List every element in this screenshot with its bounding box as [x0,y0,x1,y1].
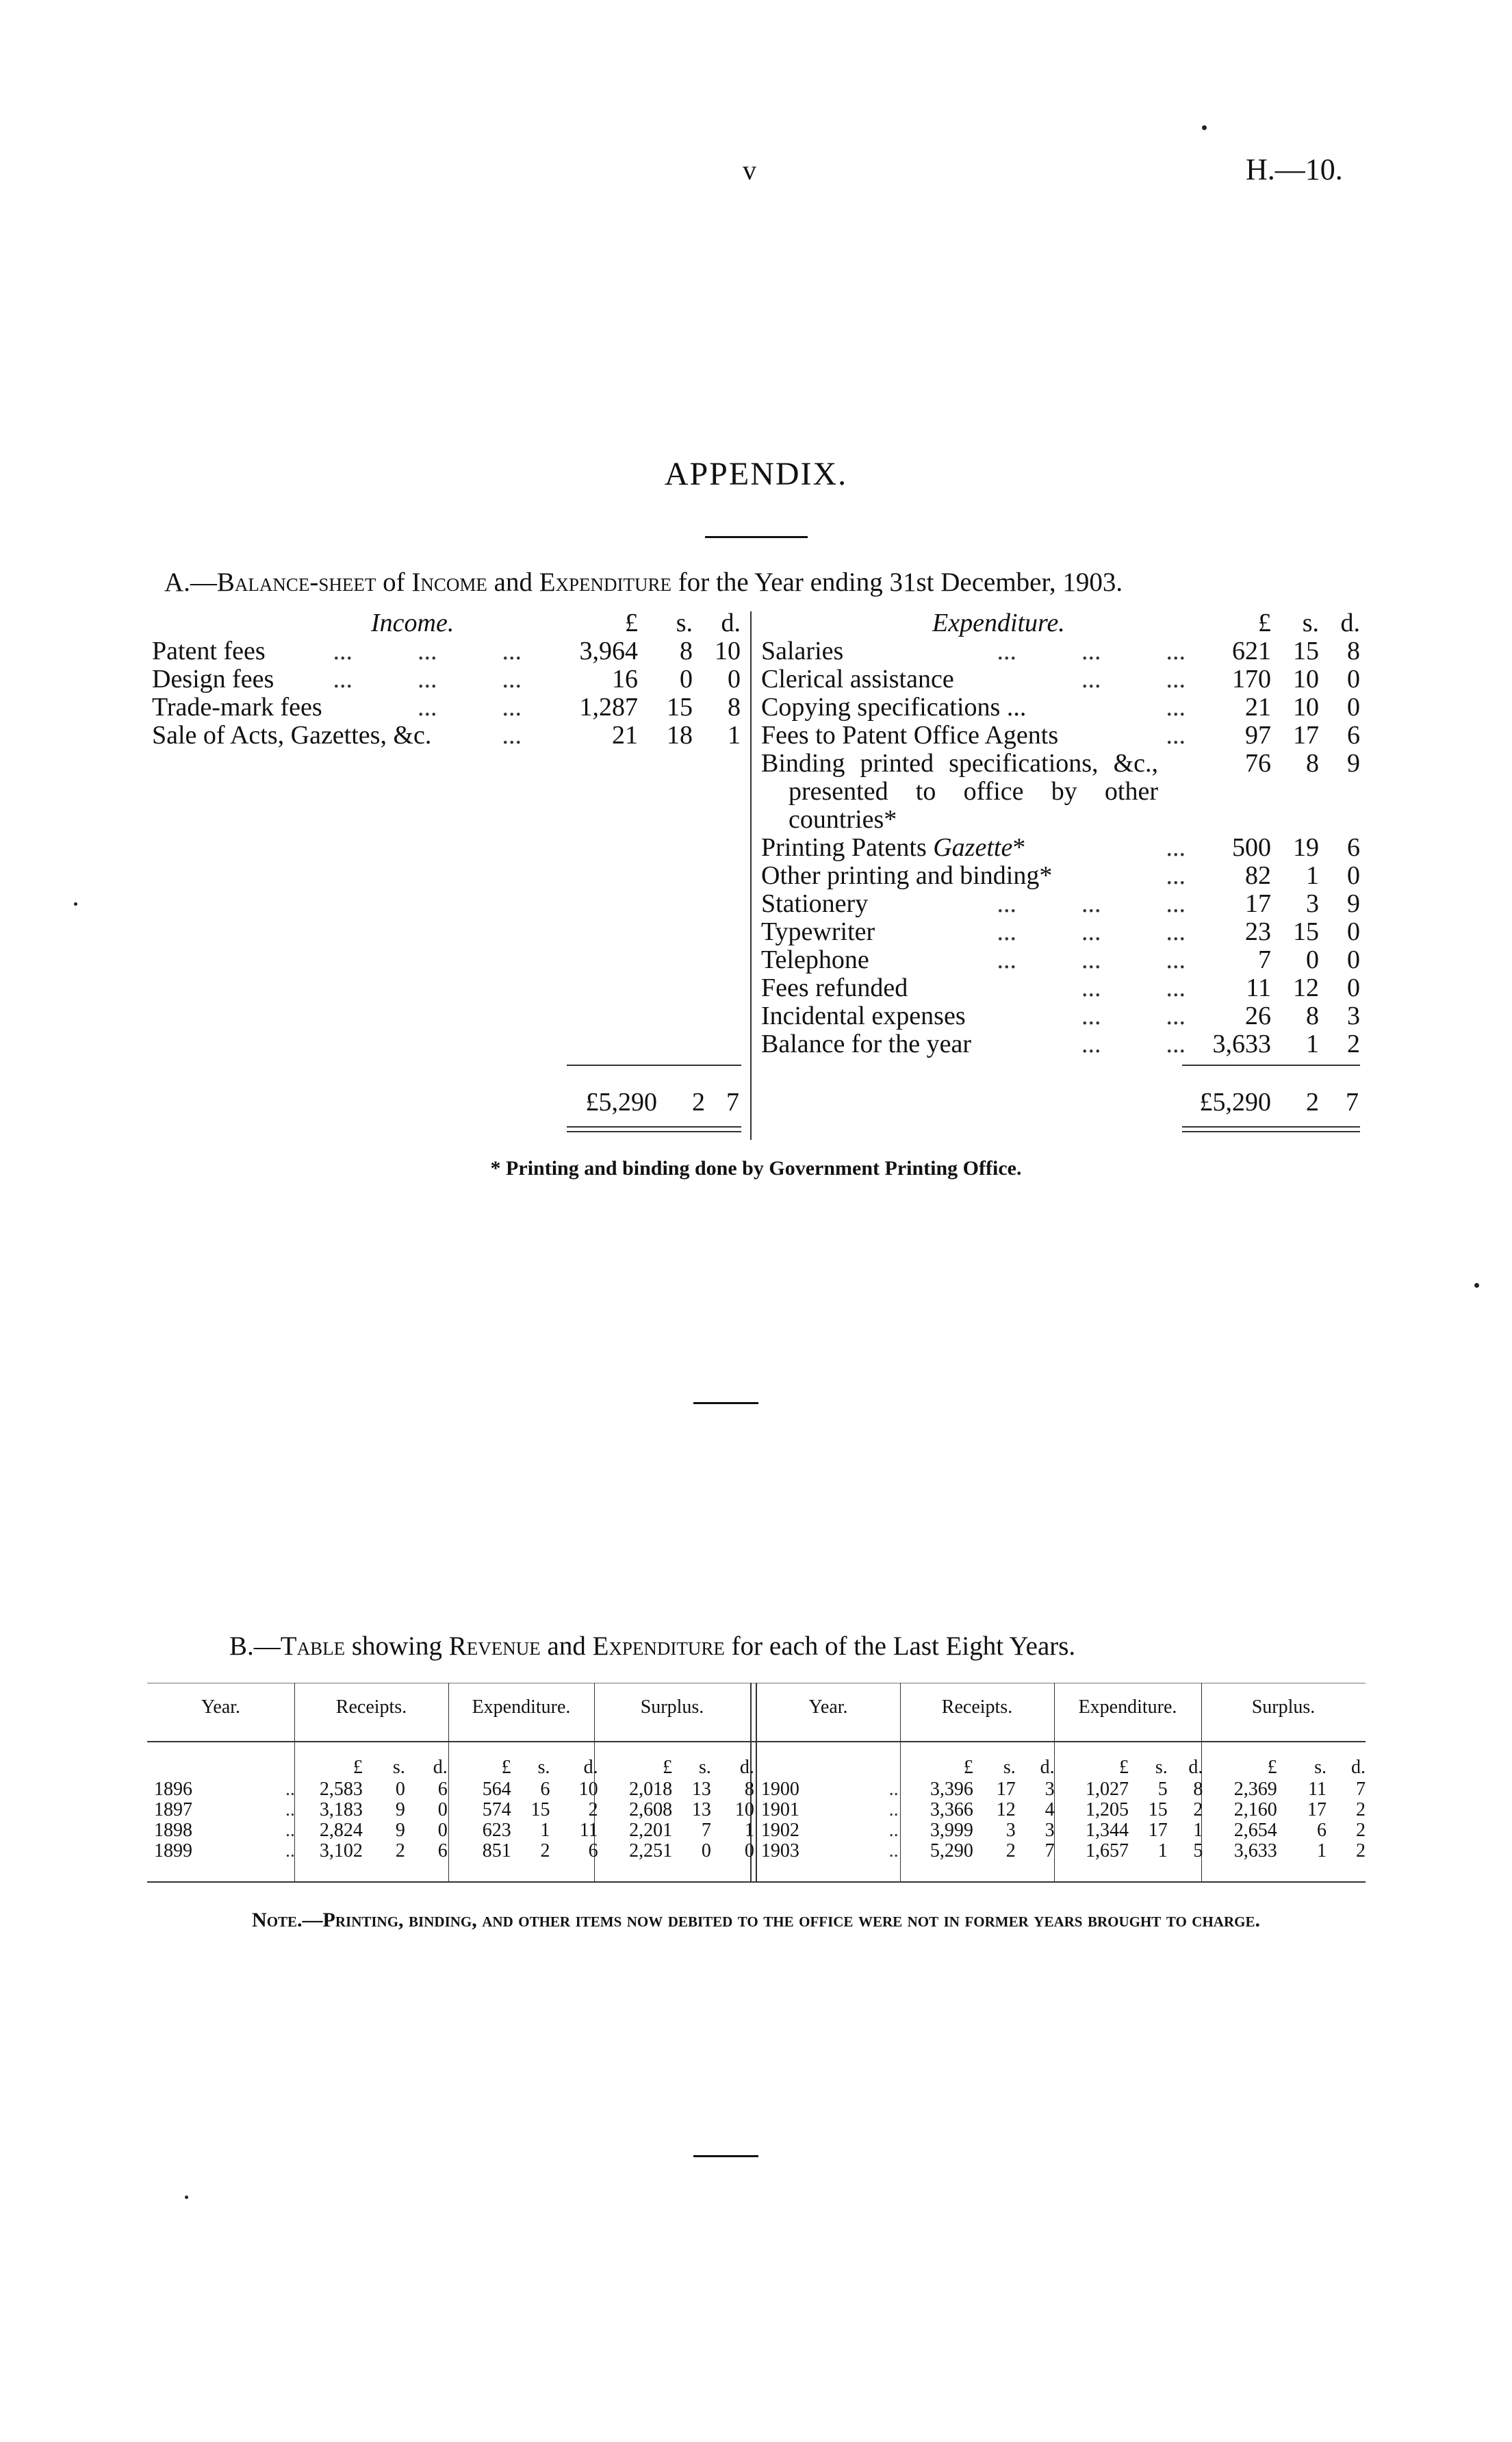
expenditure-pence: 2 [588,1799,598,1820]
expenditure-pence: 2 [1347,1030,1360,1058]
expenditure-label-cell [761,750,1186,834]
leader-dots: .. [285,1840,295,1861]
unit-pence: d. [1351,1757,1366,1778]
expenditure-pounds: 97 [1245,721,1271,750]
income-total-pence: 7 [726,1088,739,1117]
footnote: * Printing and binding done by Government Printing Office. [490,1157,1022,1180]
expenditure-label-cell [761,1030,1186,1058]
leader-dots: ... ... ... [997,945,1186,974]
unit-pounds: £ [963,1757,973,1778]
receipts-shillings: 0 [395,1779,405,1800]
shillings-col-head: s. [676,609,693,637]
income-shillings: 8 [680,637,693,665]
leader-dots: ... ... [1081,1030,1186,1058]
expenditure-pounds: 1,027 [1085,1779,1129,1800]
income-pounds: 1,287 [579,693,638,722]
expenditure-shillings: 12 [1293,974,1319,1002]
unit-pence: d. [739,1757,754,1778]
expenditure-shillings: 10 [1293,693,1319,722]
surplus-shillings: 13 [691,1799,711,1820]
unit-shillings: s. [1314,1757,1327,1778]
income-label-cell [152,665,522,694]
expenditure-label-cell [761,722,1186,750]
income-double-rule-2 [567,1131,741,1132]
expenditure-shillings: 19 [1293,833,1319,862]
expenditure-double-rule-1 [1182,1126,1360,1128]
expenditure-pence: 0 [1347,974,1360,1002]
expenditure-label: Fees to Patent Office Agents [761,721,1059,750]
scan-speck [1202,125,1207,130]
income-label: Trade-mark fees [152,693,322,722]
year-cell: 1897 [154,1799,192,1820]
expenditure-pounds: 1,657 [1085,1840,1129,1861]
expenditure-pounds: 76 [1245,749,1271,778]
unit-spacer [754,1756,849,1779]
shillings-col-head: s. [1302,609,1319,637]
income-pence: 10 [715,637,741,665]
expenditure-header-row [761,609,1360,637]
surplus-pounds: 2,160 [1233,1799,1277,1820]
expenditure-pence: 0 [1347,917,1360,946]
income-shillings: 18 [667,721,693,750]
expenditure-pence: 0 [1347,693,1360,722]
income-row [152,665,741,694]
expenditure-row [761,1002,1360,1030]
expenditure-header: Expenditure. [472,1696,571,1718]
receipts-pence: 0 [437,1820,448,1841]
expenditure-label-cell [761,834,1186,862]
leader-dots: ... ... ... [997,889,1186,918]
leader-dots: ... [1166,861,1186,890]
document-reference: H.—10. [1246,153,1343,186]
expenditure-row [761,637,1360,665]
unit-pence: d. [433,1757,448,1778]
expenditure-row [761,918,1360,946]
expenditure-pence: 8 [1347,637,1360,665]
expenditure-pence: 11 [579,1820,598,1841]
surplus-pence: 10 [734,1799,754,1820]
leader-dots: .. [888,1820,899,1841]
expenditure-pence: 5 [1193,1840,1203,1861]
expenditure-label-cell [761,946,1186,974]
eight-years-heading: B.—Table showing Revenue and Expenditure for each of the Last Eight Years. [229,1631,1076,1661]
expenditure-pence: 1 [1193,1820,1203,1841]
expenditure-label-cell [761,890,1186,918]
expenditure-shillings: 1 [1306,861,1319,890]
expenditure-shillings: 1 [1157,1840,1168,1861]
year-cell: 1896 [154,1779,192,1800]
expenditure-pounds: 11 [1246,974,1271,1002]
expenditure-row [761,890,1360,918]
expenditure-label: Printing Patents [761,833,934,862]
expenditure-pence: 0 [1347,861,1360,890]
income-label: Patent fees [152,637,266,665]
income-label: Sale of Acts, Gazettes, &c. [152,721,432,750]
expenditure-shillings: 15 [530,1799,550,1820]
expenditure-label: Clerical assistance [761,665,954,694]
receipts-pence: 6 [437,1779,448,1800]
leader-dots: .. [285,1779,295,1800]
expenditure-pence: 6 [1347,833,1360,862]
expenditure-pounds: 623 [482,1820,511,1841]
leader-dots: ... [1166,721,1186,750]
expenditure-pounds: 1,344 [1085,1820,1129,1841]
year-row [147,1800,1366,1820]
unit-shillings: s. [537,1757,550,1778]
expenditure-label-cell [761,1002,1186,1030]
surplus-shillings: 6 [1317,1820,1327,1841]
scan-speck [74,902,77,906]
leader-dots: ... ... [1081,665,1186,694]
leader-dots: ... ... [1081,1002,1186,1030]
expenditure-shillings: 8 [1306,1002,1319,1030]
expenditure-total-shillings: 2 [1306,1088,1319,1117]
expenditure-pence: 3 [1347,1002,1360,1030]
income-shillings: 0 [680,665,693,694]
surplus-pence: 1 [744,1820,754,1841]
surplus-shillings: 1 [1317,1840,1327,1861]
receipts-shillings: 9 [395,1799,405,1820]
expenditure-row [761,946,1360,974]
income-row [152,694,741,722]
unit-shillings: s. [1155,1757,1168,1778]
expenditure-row [761,722,1360,750]
surplus-shillings: 7 [701,1820,711,1841]
page-numeral: v [743,155,756,186]
expenditure-shillings: 1 [1306,1030,1319,1058]
receipts-pence: 6 [437,1840,448,1861]
unit-spacer [246,1756,299,1779]
income-total-pounds: £5,290 [585,1088,657,1117]
expenditure-label-cell [761,974,1186,1002]
expenditure-label-italic: Gazette [933,833,1013,862]
expenditure-pounds: 82 [1245,861,1271,890]
expenditure-label-cell [761,694,1186,722]
year-cell: 1901 [760,1799,799,1820]
expenditure-label: Binding printed specifications, &c., presented to office by other countries* [761,749,1158,834]
pounds-col-head: £ [1258,609,1271,637]
receipts-pence: 7 [1045,1840,1055,1861]
expenditure-heading: Expenditure. [932,609,1065,637]
surplus-pounds: 2,369 [1233,1779,1277,1800]
expenditure-label-mark: * [1012,833,1026,862]
receipts-header: Receipts. [941,1696,1013,1718]
expenditure-label: Telephone [761,945,869,974]
surplus-shillings: 17 [1307,1799,1327,1820]
year-row [147,1820,1366,1841]
year-row [147,1779,1366,1800]
surplus-shillings: 13 [691,1779,711,1800]
expenditure-shillings: 17 [1293,721,1319,750]
section-rule [693,1402,758,1404]
income-total-shillings: 2 [692,1088,705,1117]
expenditure-pence: 0 [1347,945,1360,974]
expenditure-table [761,609,1360,1058]
year-cell: 1900 [760,1779,799,1800]
income-label: Design fees [152,665,274,694]
expenditure-row [761,665,1360,694]
expenditure-shillings: 3 [1306,889,1319,918]
leader-dots: ... [1166,833,1186,862]
expenditure-label: Balance for the year [761,1030,971,1058]
expenditure-shillings: 17 [1148,1820,1168,1841]
expenditure-pence: 6 [588,1840,598,1861]
unit-shillings: s. [698,1757,711,1778]
surplus-shillings: 0 [701,1840,711,1861]
expenditure-pence: 6 [1347,721,1360,750]
expenditure-double-rule-2 [1182,1131,1360,1132]
receipts-pounds: 3,999 [930,1820,973,1841]
unit-pounds: £ [501,1757,511,1778]
expenditure-label: Other printing and binding* [761,861,1053,890]
expenditure-shillings: 6 [540,1779,550,1800]
surplus-header: Surplus. [640,1696,704,1718]
expenditure-pounds: 3,633 [1212,1030,1271,1058]
leader-dots: ... ... ... [997,637,1186,665]
expenditure-label-cell [761,862,1186,890]
leader-dots: ... ... [1081,974,1186,1002]
leader-dots: .. [888,1840,899,1861]
income-table [152,609,741,750]
surplus-pounds: 2,654 [1233,1820,1277,1841]
expenditure-shillings: 0 [1306,945,1319,974]
expenditure-total-pence: 7 [1346,1088,1359,1117]
expenditure-total [1182,1087,1360,1117]
surplus-header: Surplus. [1251,1696,1316,1718]
receipts-shillings: 12 [996,1799,1016,1820]
receipts-shillings: 2 [1005,1840,1016,1861]
receipts-pence: 3 [1045,1820,1055,1841]
income-label-cell [152,637,522,665]
leader-dots: ... [1166,693,1186,722]
income-pounds: 21 [612,721,638,750]
receipts-pounds: 3,183 [319,1799,363,1820]
expenditure-shillings: 10 [1293,665,1319,694]
leader-dots: .. [888,1779,899,1800]
expenditure-pence: 0 [1347,665,1360,694]
expenditure-label: Fees refunded [761,974,908,1002]
income-pounds: 16 [612,665,638,694]
receipts-pounds: 5,290 [930,1840,973,1861]
unit-pence: d. [1188,1757,1203,1778]
leader-dots: ... [502,721,522,750]
surplus-pence: 7 [1356,1779,1366,1800]
receipts-pence: 0 [437,1799,448,1820]
unit-pence: d. [1040,1757,1055,1778]
expenditure-pence: 9 [1347,889,1360,918]
expenditure-label-cell [761,665,1186,694]
income-heading: Income. [371,609,454,637]
income-pounds: 3,964 [579,637,638,665]
unit-pounds: £ [1118,1757,1129,1778]
expenditure-pounds: 17 [1245,889,1271,918]
surplus-pence: 2 [1356,1820,1366,1841]
unit-pounds: £ [663,1757,673,1778]
expenditure-row [761,834,1360,862]
leader-dots: .. [888,1799,899,1820]
expenditure-row [761,694,1360,722]
receipts-pounds: 2,824 [319,1820,363,1841]
surplus-pence: 0 [744,1840,754,1861]
table-bottom-rule [147,1881,1366,1883]
expenditure-label: Typewriter [761,917,875,946]
pence-col-head: d. [1340,609,1360,637]
surplus-pence: 2 [1356,1840,1366,1861]
expenditure-header: Expenditure. [1078,1696,1177,1718]
year-header: Year. [808,1696,848,1718]
unit-row [147,1756,1366,1779]
expenditure-shillings: 1 [540,1820,550,1841]
unit-pounds: £ [1267,1757,1277,1778]
balance-sheet-heading: A.—Balance-sheet of Income and Expenditure for the Year ending 31st December, 1903. [164,568,1123,597]
leader-dots: ... ... [418,693,522,722]
year-cell: 1902 [760,1820,799,1841]
income-sum-rule [567,1065,741,1066]
expenditure-pence: 9 [1347,749,1360,778]
scan-speck [1474,1283,1479,1288]
surplus-pounds: 2,201 [629,1820,673,1841]
page-title: APPENDIX. [664,456,848,492]
surplus-pounds: 2,251 [629,1840,673,1861]
expenditure-row [761,862,1360,890]
receipts-pence: 3 [1045,1779,1055,1800]
surplus-pounds: 2,608 [629,1799,673,1820]
income-shillings: 15 [667,693,693,722]
unit-spacer [147,1756,246,1779]
income-pence: 8 [728,693,741,722]
eight-years-table [147,1756,1366,1861]
surplus-pounds: 3,633 [1233,1840,1277,1861]
unit-shillings: s. [1003,1757,1016,1778]
receipts-shillings: 2 [395,1840,405,1861]
title-rule [705,536,808,538]
surplus-pounds: 2,018 [629,1779,673,1800]
income-label-cell [152,722,522,750]
expenditure-row [761,1030,1360,1058]
income-pence: 0 [728,665,741,694]
end-rule [693,2155,758,2157]
expenditure-pounds: 170 [1232,665,1271,694]
year-cell: 1898 [154,1820,192,1841]
year-cell: 1899 [154,1840,192,1861]
expenditure-shillings: 15 [1148,1799,1168,1820]
unit-pence: d. [583,1757,598,1778]
receipts-pounds: 2,583 [319,1779,363,1800]
income-total [567,1087,741,1117]
receipts-pounds: 3,366 [930,1799,973,1820]
expenditure-pounds: 1,205 [1085,1799,1129,1820]
expenditure-sum-rule [1182,1065,1360,1066]
expenditure-total-pounds: £5,290 [1199,1088,1271,1117]
expenditure-pence: 8 [1193,1779,1203,1800]
receipts-pounds: 3,396 [930,1779,973,1800]
leader-dots: .. [285,1820,295,1841]
income-row [152,722,741,750]
expenditure-pounds: 621 [1232,637,1271,665]
scan-speck [185,2196,188,2199]
expenditure-pounds: 564 [482,1779,511,1800]
receipts-pounds: 3,102 [319,1840,363,1861]
expenditure-label: Copying specifications ... [761,693,1027,722]
expenditure-shillings: 2 [540,1840,550,1861]
year-header: Year. [201,1696,241,1718]
receipts-shillings: 9 [395,1820,405,1841]
surplus-pence: 8 [744,1779,754,1800]
leader-dots: .. [285,1799,295,1820]
year-cell: 1903 [760,1840,799,1861]
expenditure-pounds: 851 [482,1840,511,1861]
expenditure-pence: 2 [1193,1799,1203,1820]
receipts-header: Receipts. [335,1696,407,1718]
unit-spacer [849,1756,902,1779]
expenditure-pounds: 500 [1232,833,1271,862]
surplus-shillings: 11 [1308,1779,1327,1800]
expenditure-pounds: 26 [1245,1002,1271,1030]
income-label-cell [152,694,522,722]
income-row [152,637,741,665]
expenditure-label: Salaries [761,637,844,665]
receipts-shillings: 3 [1005,1820,1016,1841]
expenditure-shillings: 8 [1306,749,1319,778]
leader-dots: ... ... ... [333,665,522,694]
unit-shillings: s. [392,1757,405,1778]
income-header-row [152,609,741,637]
pence-col-head: d. [721,609,741,637]
expenditure-pence: 10 [578,1779,598,1800]
income-pence: 1 [728,721,741,750]
receipts-shillings: 17 [996,1779,1016,1800]
expenditure-label: Stationery [761,889,869,918]
income-double-rule-1 [567,1126,741,1128]
expenditure-pounds: 23 [1245,917,1271,946]
expenditure-shillings: 15 [1293,917,1319,946]
table-note: Note.—Printing, binding, and other items now debited to the office were not in former years brought to charge. [252,1909,1260,1931]
expenditure-pounds: 21 [1245,693,1271,722]
pounds-col-head: £ [625,609,638,637]
column-divider [750,611,752,1140]
expenditure-label-cell [761,918,1186,946]
unit-pounds: £ [353,1757,363,1778]
expenditure-label-cell [761,637,1186,665]
expenditure-pounds: 7 [1258,945,1271,974]
expenditure-pounds: 574 [482,1799,511,1820]
leader-dots: ... ... ... [997,917,1186,946]
receipts-pence: 4 [1045,1799,1055,1820]
leader-dots: ... ... ... [333,637,522,665]
expenditure-row [761,974,1360,1002]
expenditure-row [761,750,1360,834]
expenditure-label: Incidental expenses [761,1002,966,1030]
year-row [147,1841,1366,1861]
expenditure-shillings: 15 [1293,637,1319,665]
surplus-pence: 2 [1356,1799,1366,1820]
expenditure-shillings: 5 [1157,1779,1168,1800]
